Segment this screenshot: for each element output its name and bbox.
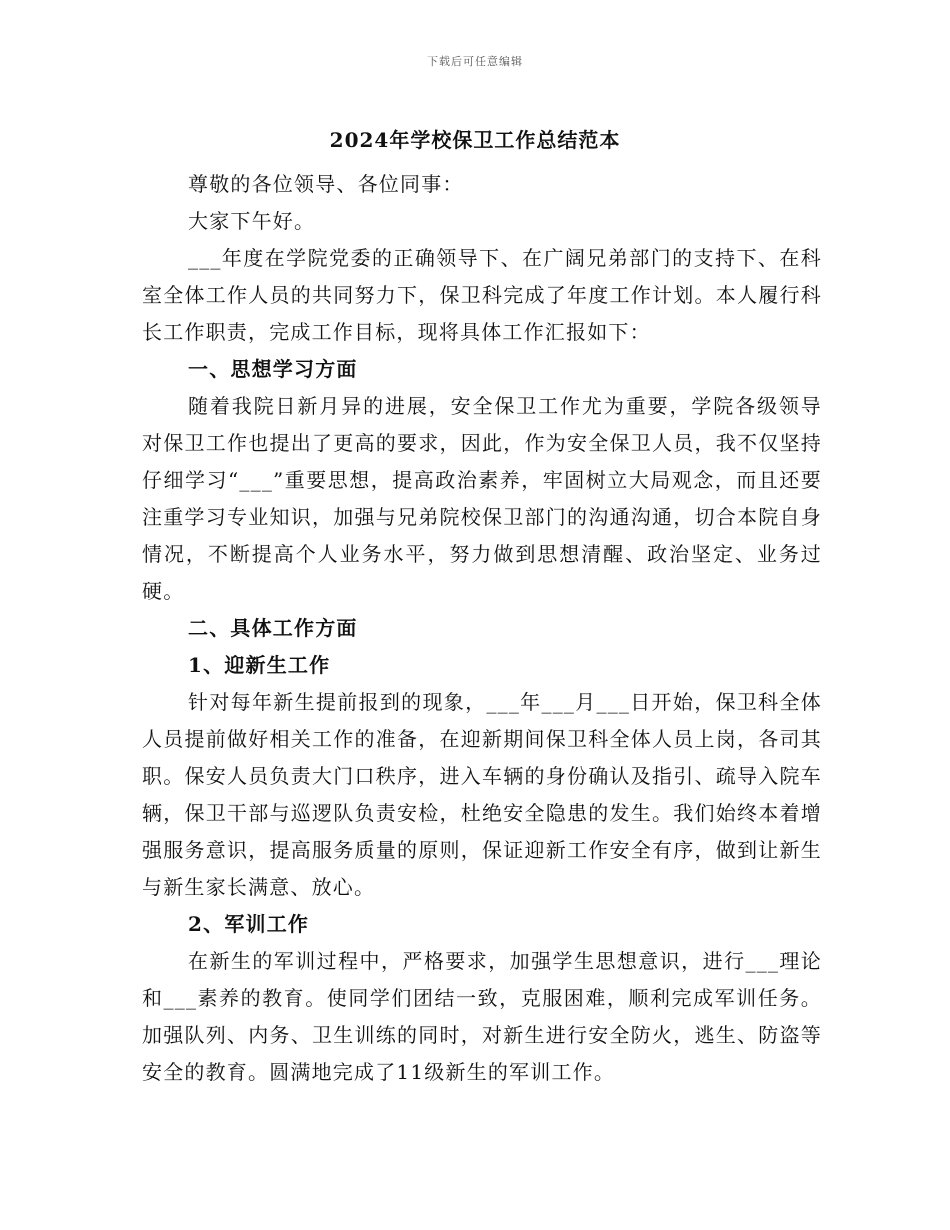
section1-paragraph: 随着我院日新月异的进展，安全保卫工作尤为重要，学院各级领导对保卫工作也提出了更高的要求，因此，作为安全保卫人员，我不仅坚持仔细学习“___”重要思想，提高政治素养，牢固树立大局观念，而且还要注重学习专业知识，加强与兄弟院校保卫部门的沟通沟通，切合本院自身情况，不断提高个人业务水平，努力做到思想清醒、政治坚定、业务过硬。 (142, 394, 822, 603)
document-body (142, 166, 822, 1091)
salutation: 尊敬的各位领导、各位同事： (188, 172, 464, 196)
section1-heading: 一、思想学习方面 (188, 357, 358, 381)
greeting: 大家下午好。 (188, 209, 316, 233)
subsection1-heading: 1、迎新生工作 (188, 653, 331, 677)
header-note: 下载后可任意编辑 (427, 55, 523, 68)
document-title: 2024年学校保卫工作总结范本 (329, 128, 621, 152)
subsection1-paragraph: 针对每年新生提前报到的现象，___年___月___日开始，保卫科全体人员提前做好相关工作的准备，在迎新期间保卫科全体人员上岗，各司其职。保安人员负责大门口秩序，进入车辆的身份确认及指引、疏导入院车辆，保卫干部与巡逻队负责安检，杜绝安全隐患的发生。我们始终本着增强服务意识，提高服务质量的原则，保证迎新工作安全有序，做到让新生与新生家长满意、放心。 (142, 690, 822, 899)
subsection2-heading: 2、军训工作 (188, 912, 310, 936)
intro-paragraph: ___年度在学院党委的正确领导下、在广阔兄弟部门的支持下、在科室全体工作人员的共同努力下，保卫科完成了年度工作计划。本人履行科长工作职责，完成工作目标，现将具体工作汇报如下： (142, 246, 822, 344)
section2-heading: 二、具体工作方面 (188, 616, 358, 640)
subsection2-paragraph: 在新生的军训过程中，严格要求，加强学生思想意识，进行___理论和___素养的教育。使同学们团结一致，克服困难，顺利完成军训任务。加强队列、内务、卫生训练的同时，对新生进行安全防火，逃生、防盗等安全的教育。圆满地完成了11级新生的军训工作。 (142, 949, 822, 1084)
